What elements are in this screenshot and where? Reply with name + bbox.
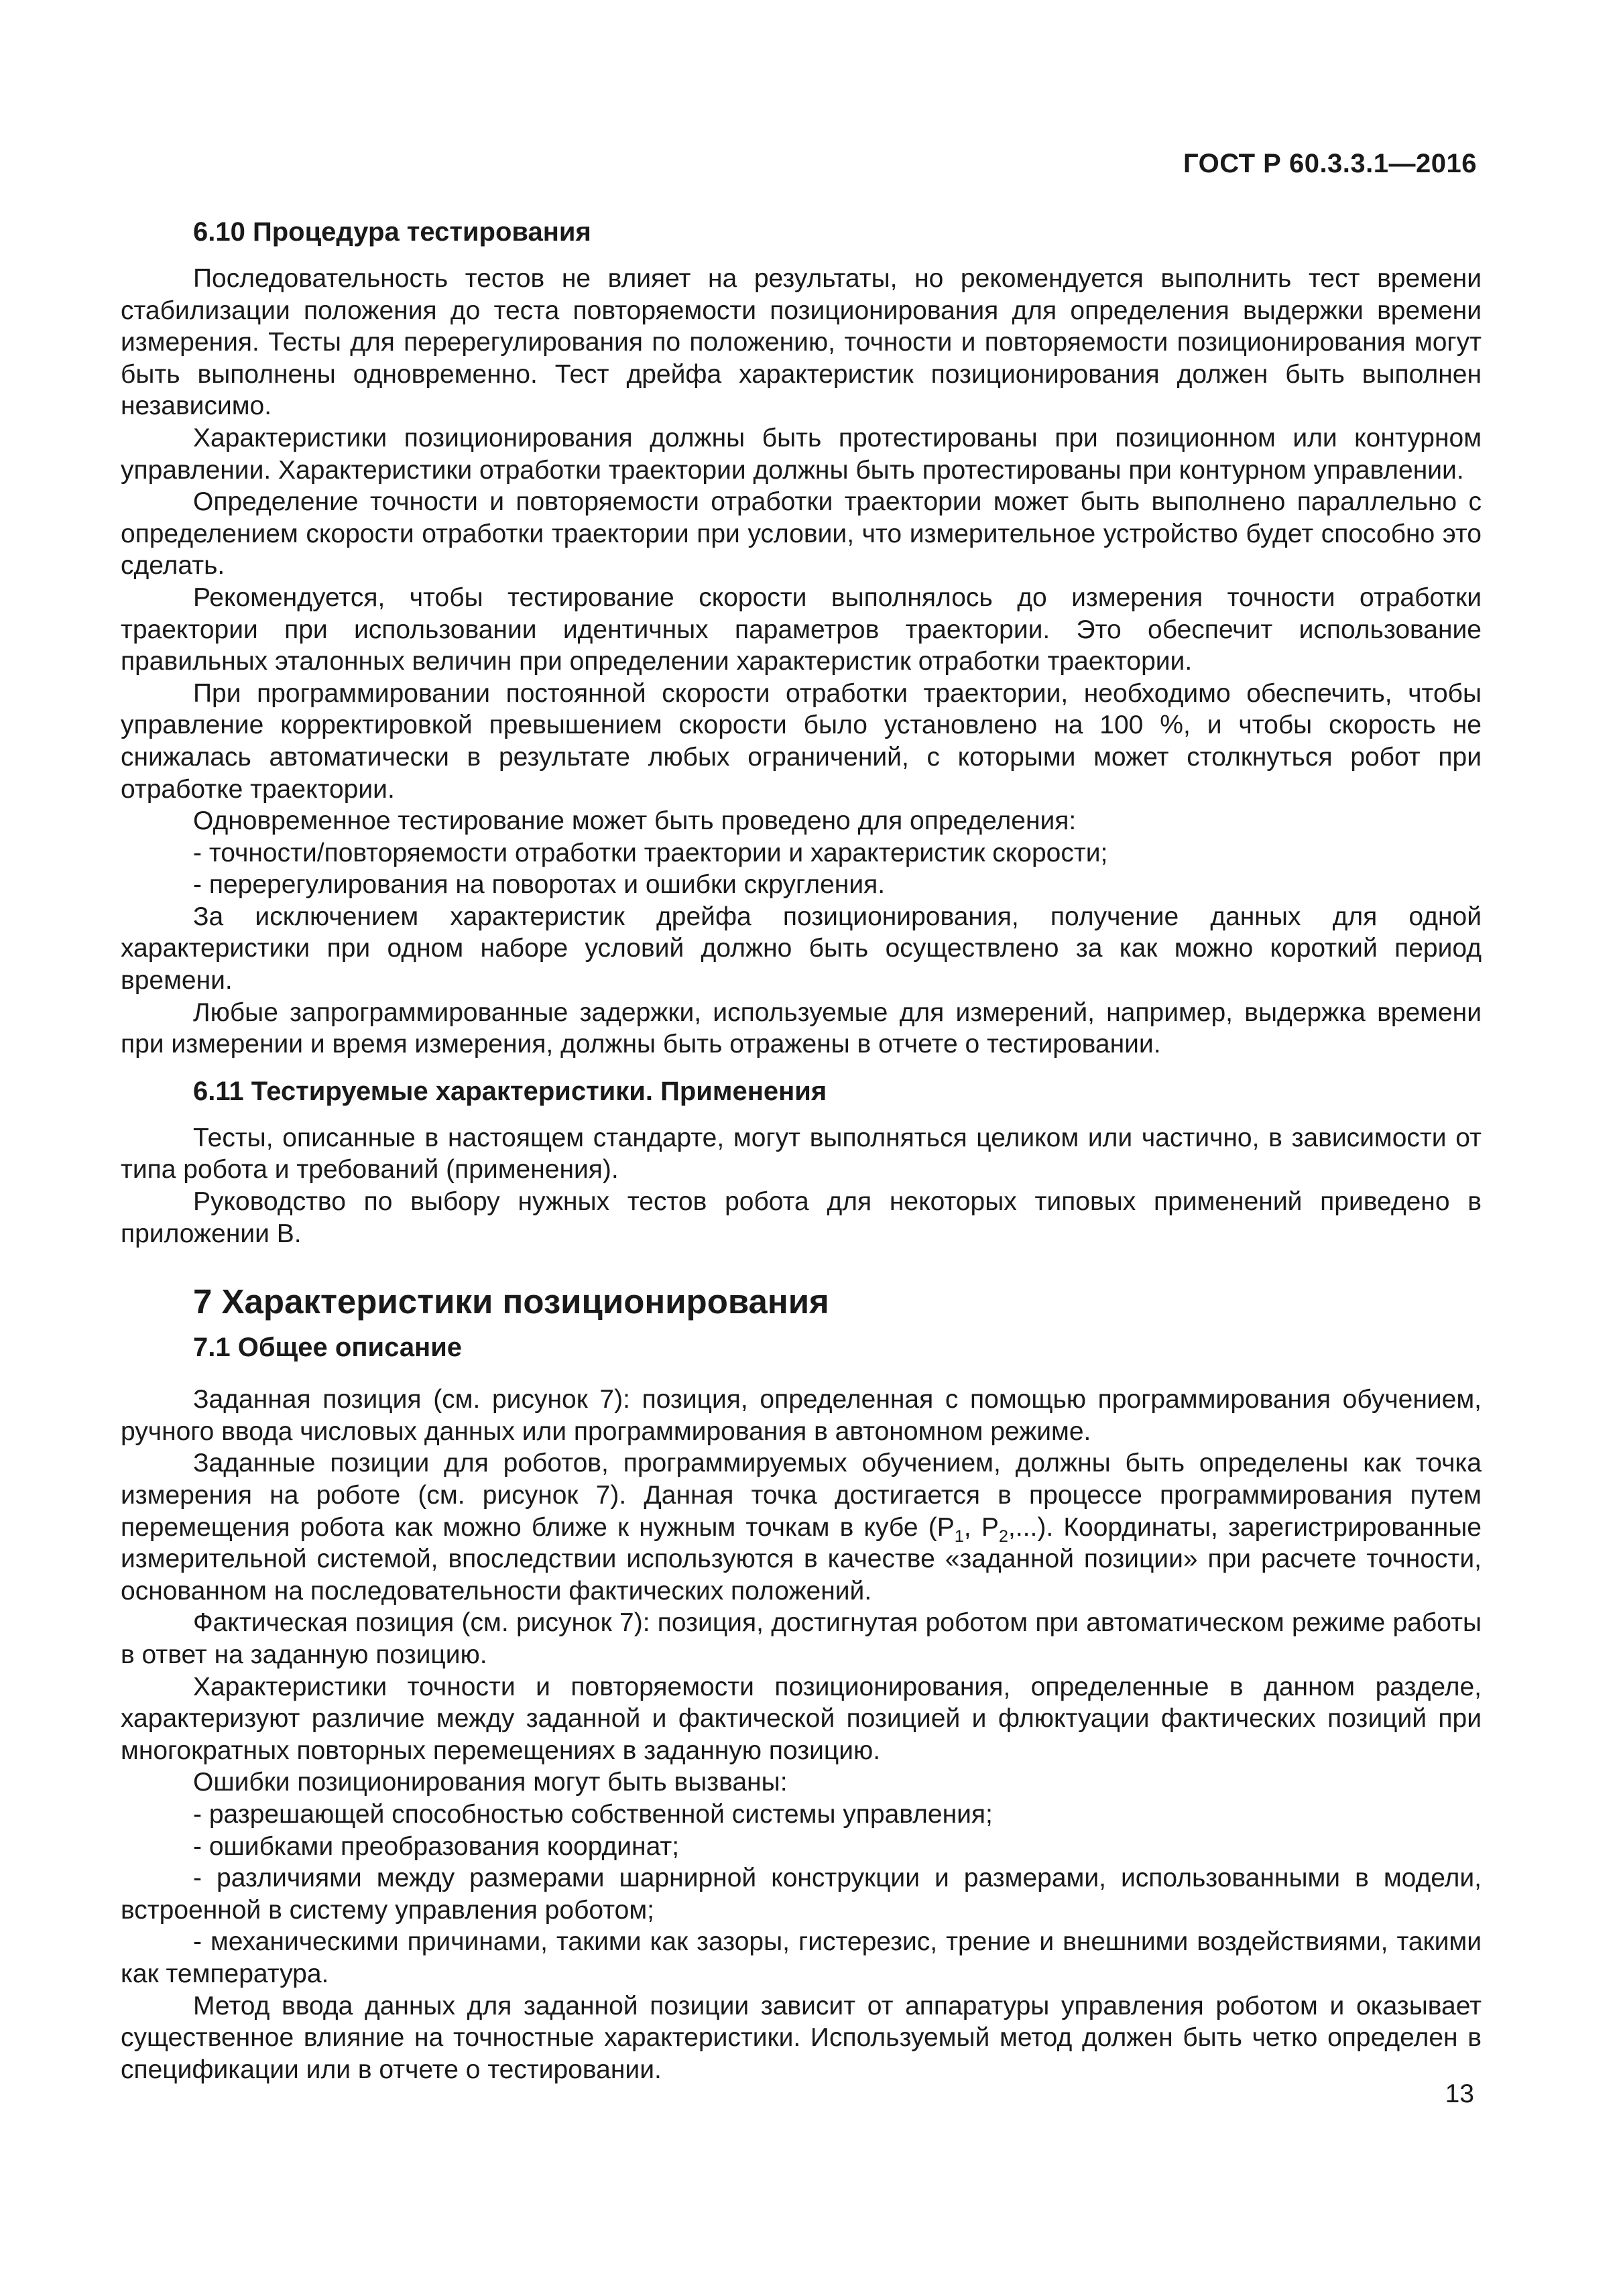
list-item: - ошибками преобразования координат; bbox=[193, 1831, 680, 1861]
paragraph: Заданная позиция (см. рисунок 7): позиция, определенная с помощью программирования обучением, ручного ввода числовых данных или программирования в автономном режиме. bbox=[121, 1385, 1482, 1446]
list-item: - точности/повторяемости отработки траектории и характеристик скорости; bbox=[193, 838, 1108, 867]
page-body bbox=[121, 216, 1482, 2086]
list-item: - перерегулирования на поворотах и ошибки скругления. bbox=[193, 870, 886, 900]
paragraph: Любые запрограммированные задержки, используемые для измерений, например, выдержка времени при измерении и время измерения, должны быть отражены в отчете о тестировании. bbox=[121, 998, 1482, 1059]
section-7-heading: 7 Характеристики позиционирования bbox=[193, 1282, 829, 1321]
text-run: , P bbox=[963, 1512, 999, 1542]
paragraph: Фактическая позиция (см. рисунок 7): позиция, достигнутая роботом при автоматическом режиме работы в ответ на заданную позицию. bbox=[121, 1608, 1482, 1669]
document-code: ГОСТ Р 60.3.3.1—2016 bbox=[1183, 149, 1477, 178]
paragraph bbox=[121, 1447, 1482, 1607]
list-item: - разрешающей способностью собственной системы управления; bbox=[193, 1799, 993, 1829]
subscript: 2 bbox=[998, 1526, 1008, 1546]
paragraph: Тесты, описанные в настоящем стандарте, могут выполняться целиком или частично, в зависимости от типа робота и требований (применения). bbox=[121, 1123, 1482, 1185]
section-6-11-heading: 6.11 Тестируемые характеристики. Применения bbox=[193, 1076, 827, 1106]
text-run: ,...). Координаты, зарегистрированные измерительной системой, впоследствии используются в качестве «заданной позиции» при расчете точности, основанном на последовательности фактических положений. bbox=[121, 1512, 1482, 1606]
subscript: 1 bbox=[954, 1526, 964, 1546]
paragraph: Последовательность тестов не влияет на результаты, но рекомендуется выполнить тест времени стабилизации положения до теста повторяемости позиционирования для определения выдержки времени измерения. Тесты для перерегулирования по положению, точности и повторяемости позиционирования могут быть выполнены одновременно. Тест дрейфа характеристик позиционирования должен быть выполнен независимо. bbox=[121, 264, 1482, 421]
paragraph: Характеристики позиционирования должны быть протестированы при позиционном или контурном управлении. Характеристики отработки траектории должны быть протестированы при контурном управлении. bbox=[121, 423, 1482, 485]
paragraph: Рекомендуется, чтобы тестирование скорости выполнялось до измерения точности отработки траектории при использовании идентичных параметров траектории. Это обеспечит использование правильных эталонных величин при определении характеристик отработки траектории. bbox=[121, 583, 1482, 676]
paragraph: При программировании постоянной скорости отработки траектории, необходимо обеспечить, чтобы управление корректировкой превышением скорости было установлено на 100 %, и чтобы скорость не снижалась автоматически в результате любых ограничений, с которыми может столкнуться робот при отработке траектории. bbox=[121, 678, 1482, 804]
paragraph: Метод ввода данных для заданной позиции зависит от аппаратуры управления роботом и оказывает существенное влияние на точностные характеристики. Используемый метод должен быть четко определен в спецификации или в отчете о тестировании. bbox=[121, 1991, 1482, 2084]
paragraph: Руководство по выбору нужных тестов робота для некоторых типовых применений приведено в приложении В. bbox=[121, 1187, 1482, 1248]
paragraph: Одновременное тестирование может быть проведено для определения: bbox=[193, 806, 1077, 836]
paragraph: Характеристики точности и повторяемости позиционирования, определенные в данном разделе, характеризуют различие между заданной и фактической позицией и флюктуации фактических позиций при многократных повторных перемещениях в заданную позицию. bbox=[121, 1672, 1482, 1765]
page-number: 13 bbox=[1445, 2079, 1474, 2108]
paragraph: За исключением характеристик дрейфа позиционирования, получение данных для одной характеристики при одном наборе условий должно быть осуществлено за как можно короткий период времени. bbox=[121, 902, 1482, 995]
section-7-1-heading: 7.1 Общее описание bbox=[193, 1333, 463, 1363]
section-6-10-heading: 6.10 Процедура тестирования bbox=[193, 217, 591, 247]
paragraph: Ошибки позиционирования могут быть вызваны: bbox=[193, 1768, 788, 1797]
paragraph: Определение точности и повторяемости отработки траектории может быть выполнено параллельно с определением скорости отработки траектории при условии, что измерительное устройство будет способно это сделать. bbox=[121, 487, 1482, 581]
text-run: Заданные позиции для роботов, программируемых обучением, должны быть определены как точка измерения на роботе (см. рисунок 7). Данная точка достигается в процессе программирования путем перемещения робота как можно ближе к нужным точкам в кубе (P bbox=[121, 1449, 1482, 1542]
list-item: - механическими причинами, такими как зазоры, гистерезис, трение и внешними воздействиями, такими как температура. bbox=[121, 1927, 1482, 1988]
list-item: - различиями между размерами шарнирной конструкции и размерами, использованными в модели, встроенной в систему управления роботом; bbox=[121, 1864, 1482, 1925]
